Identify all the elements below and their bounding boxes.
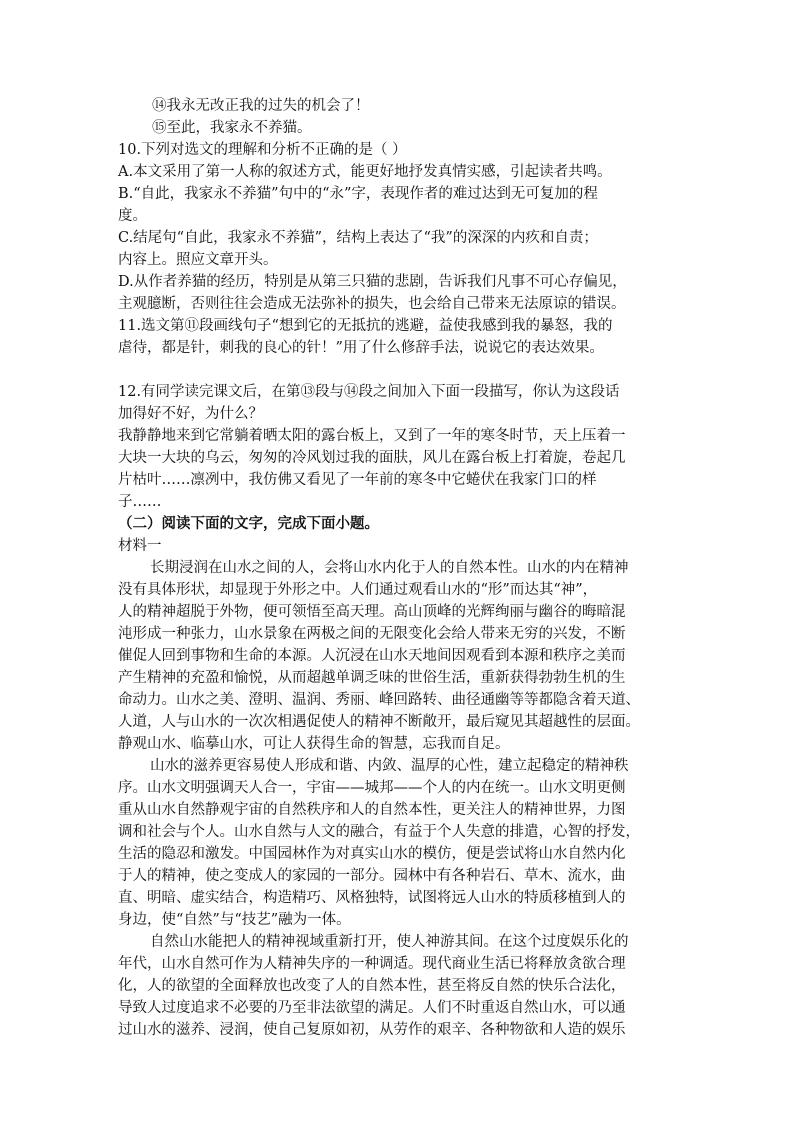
passage-line: 人的精神超脱于外物，便可领悟至高天理。高山顶峰的光辉绚丽与幽谷的晦暗混 xyxy=(118,604,626,620)
passage-line: 身边，使“自然”与“技艺”融为一体。 xyxy=(118,912,351,928)
question-10-option-d-cont: 主观臆断，否则往往会造成无法弥补的损失，也会给自己带来无法原谅的错误。 xyxy=(118,296,626,312)
passage-line: 直、明暗、虚实结合，构造精巧、风格独特，试图将远人山水的特质移植到人的 xyxy=(118,890,626,906)
passage-line: 命动力。山水之美、澄明、温润、秀丽、峰回路转、曲径通幽等等都隐含着天道、 xyxy=(118,692,640,708)
section-2-heading: （二）阅读下面的文字，完成下面小题。 xyxy=(118,515,379,532)
question-11-line: 11.选文第⑪段画线句子“想到它的无抵抗的逃避，益使我感到我的暴怒，我的 xyxy=(118,318,613,334)
passage-line: 静观山水、临摹山水，可让人获得生命的智慧，忘我而自足。 xyxy=(118,736,510,752)
question-10-option-b-cont: 度。 xyxy=(118,208,147,224)
material-label: 材料一 xyxy=(118,538,162,554)
question-10-option-b: B.“自此，我家永不养猫”句中的“永”字，表现作者的难过达到无可复加的程 xyxy=(118,186,598,202)
question-12-line: 加得好不好，为什么？ xyxy=(118,406,263,422)
question-12-passage-line: 片枯叶……凛冽中，我仿佛又看见了一年前的寒冬中它蜷伏在我家门口的样 xyxy=(118,472,597,488)
question-10-option-d: D.从作者养猫的经历，特别是从第三只猫的悲剧，告诉我们凡事不可心存偏见， xyxy=(118,274,627,290)
question-10-stem: 10.下列对选文的理解和分析不正确的是（ ） xyxy=(118,142,407,158)
passage-line: 于人的精神，使之变成人的家园的一部分。园林中有各种岩石、草木、流水，曲 xyxy=(118,868,626,884)
passage-line: 导致人过度追求不必要的乃至非法欲望的满足。人们不时重返自然山水，可以通 xyxy=(118,1000,626,1016)
passage-line: 沌形成一种张力，山水景象在两极之间的无限变化会给人带来无穷的兴发，不断 xyxy=(118,626,626,642)
passage-line: 山水的滋养更容易使人形成和谐、内敛、温厚的心性，建立起稳定的精神秩 xyxy=(150,758,629,774)
question-12-passage-line: 我静静地来到它常躺着晒太阳的露台板上，又到了一年的寒冬时节，天上压着一 xyxy=(118,428,626,444)
passage-line: 产生精神的充盈和愉悦，从而超越单调乏味的世俗生活，重新获得勃勃生机的生 xyxy=(118,670,626,686)
paragraph-14: ⑭我永无改正我的过失的机会了！ xyxy=(152,98,370,114)
question-12-line: 12.有同学读完课文后，在第⑬段与⑭段之间加入下面一段描写，你认为这段话 xyxy=(118,384,620,400)
passage-line: 序。山水文明强调天人合一，宇宙——城邦——个人的内在统一。山水文明更侧 xyxy=(118,780,626,796)
passage-line: 人道，人与山水的一次次相遇促使人的精神不断敞开，最后窥见其超越性的层面。 xyxy=(118,714,640,730)
passage-line: 没有具体形状，却显现于外形之中。人们通过观看山水的“形”而达其“神”， xyxy=(118,582,598,598)
passage-line: 生活的隐忍和激发。中国园林作为对真实山水的模仿，便是尝试将山水自然内化 xyxy=(118,846,626,862)
question-11-line: 虐待，都是针，刺我的良心的针！”用了什么修辞手法，说说它的表达效果。 xyxy=(118,340,604,356)
passage-line: 调和社会与个人。山水自然与人文的融合，有益于个人失意的排遣，心智的抒发， xyxy=(118,824,640,840)
question-10-option-a: A.本文采用了第一人称的叙述方式，能更好地抒发真情实感，引起读者共鸣。 xyxy=(118,164,612,180)
question-10-option-c-cont: 内容上。照应文章开头。 xyxy=(118,252,278,268)
question-12-passage-line: 子…… xyxy=(118,494,162,510)
question-10-option-c: C.结尾句“自此，我家永不养猫”，结构上表达了“我”的深深的内疚和自责； xyxy=(118,230,598,246)
passage-line: 年代，山水自然可作为人精神失序的一种调适。现代商业生活已将释放贪欲合理 xyxy=(118,956,626,972)
passage-line: 过山水的滋养、浸润，使自己复原如初，从劳作的艰辛、各种物欲和人造的娱乐 xyxy=(118,1022,626,1038)
passage-line: 化，人的欲望的全面释放也改变了人的自然本性，甚至将反自然的快乐合法化， xyxy=(118,978,626,994)
passage-line: 催促人回到事物和生命的本源。人沉浸在山水天地间因观看到本源和秩序之美而 xyxy=(118,648,626,664)
passage-line: 重从山水自然静观宇宙的自然秩序和人的自然本性，更关注人的精神世界，力图 xyxy=(118,802,626,818)
passage-line: 自然山水能把人的精神视域重新打开，使人神游其间。在这个过度娱乐化的 xyxy=(150,934,629,950)
passage-line: 长期浸润在山水之间的人，会将山水内化于人的自然本性。山水的内在精神 xyxy=(150,560,629,576)
question-12-passage-line: 大块一大块的乌云，匆匆的冷风划过我的面肤，风儿在露台板上打着旋，卷起几 xyxy=(118,450,626,466)
paragraph-15: ⑮至此，我家永不养猫。 xyxy=(152,120,312,136)
